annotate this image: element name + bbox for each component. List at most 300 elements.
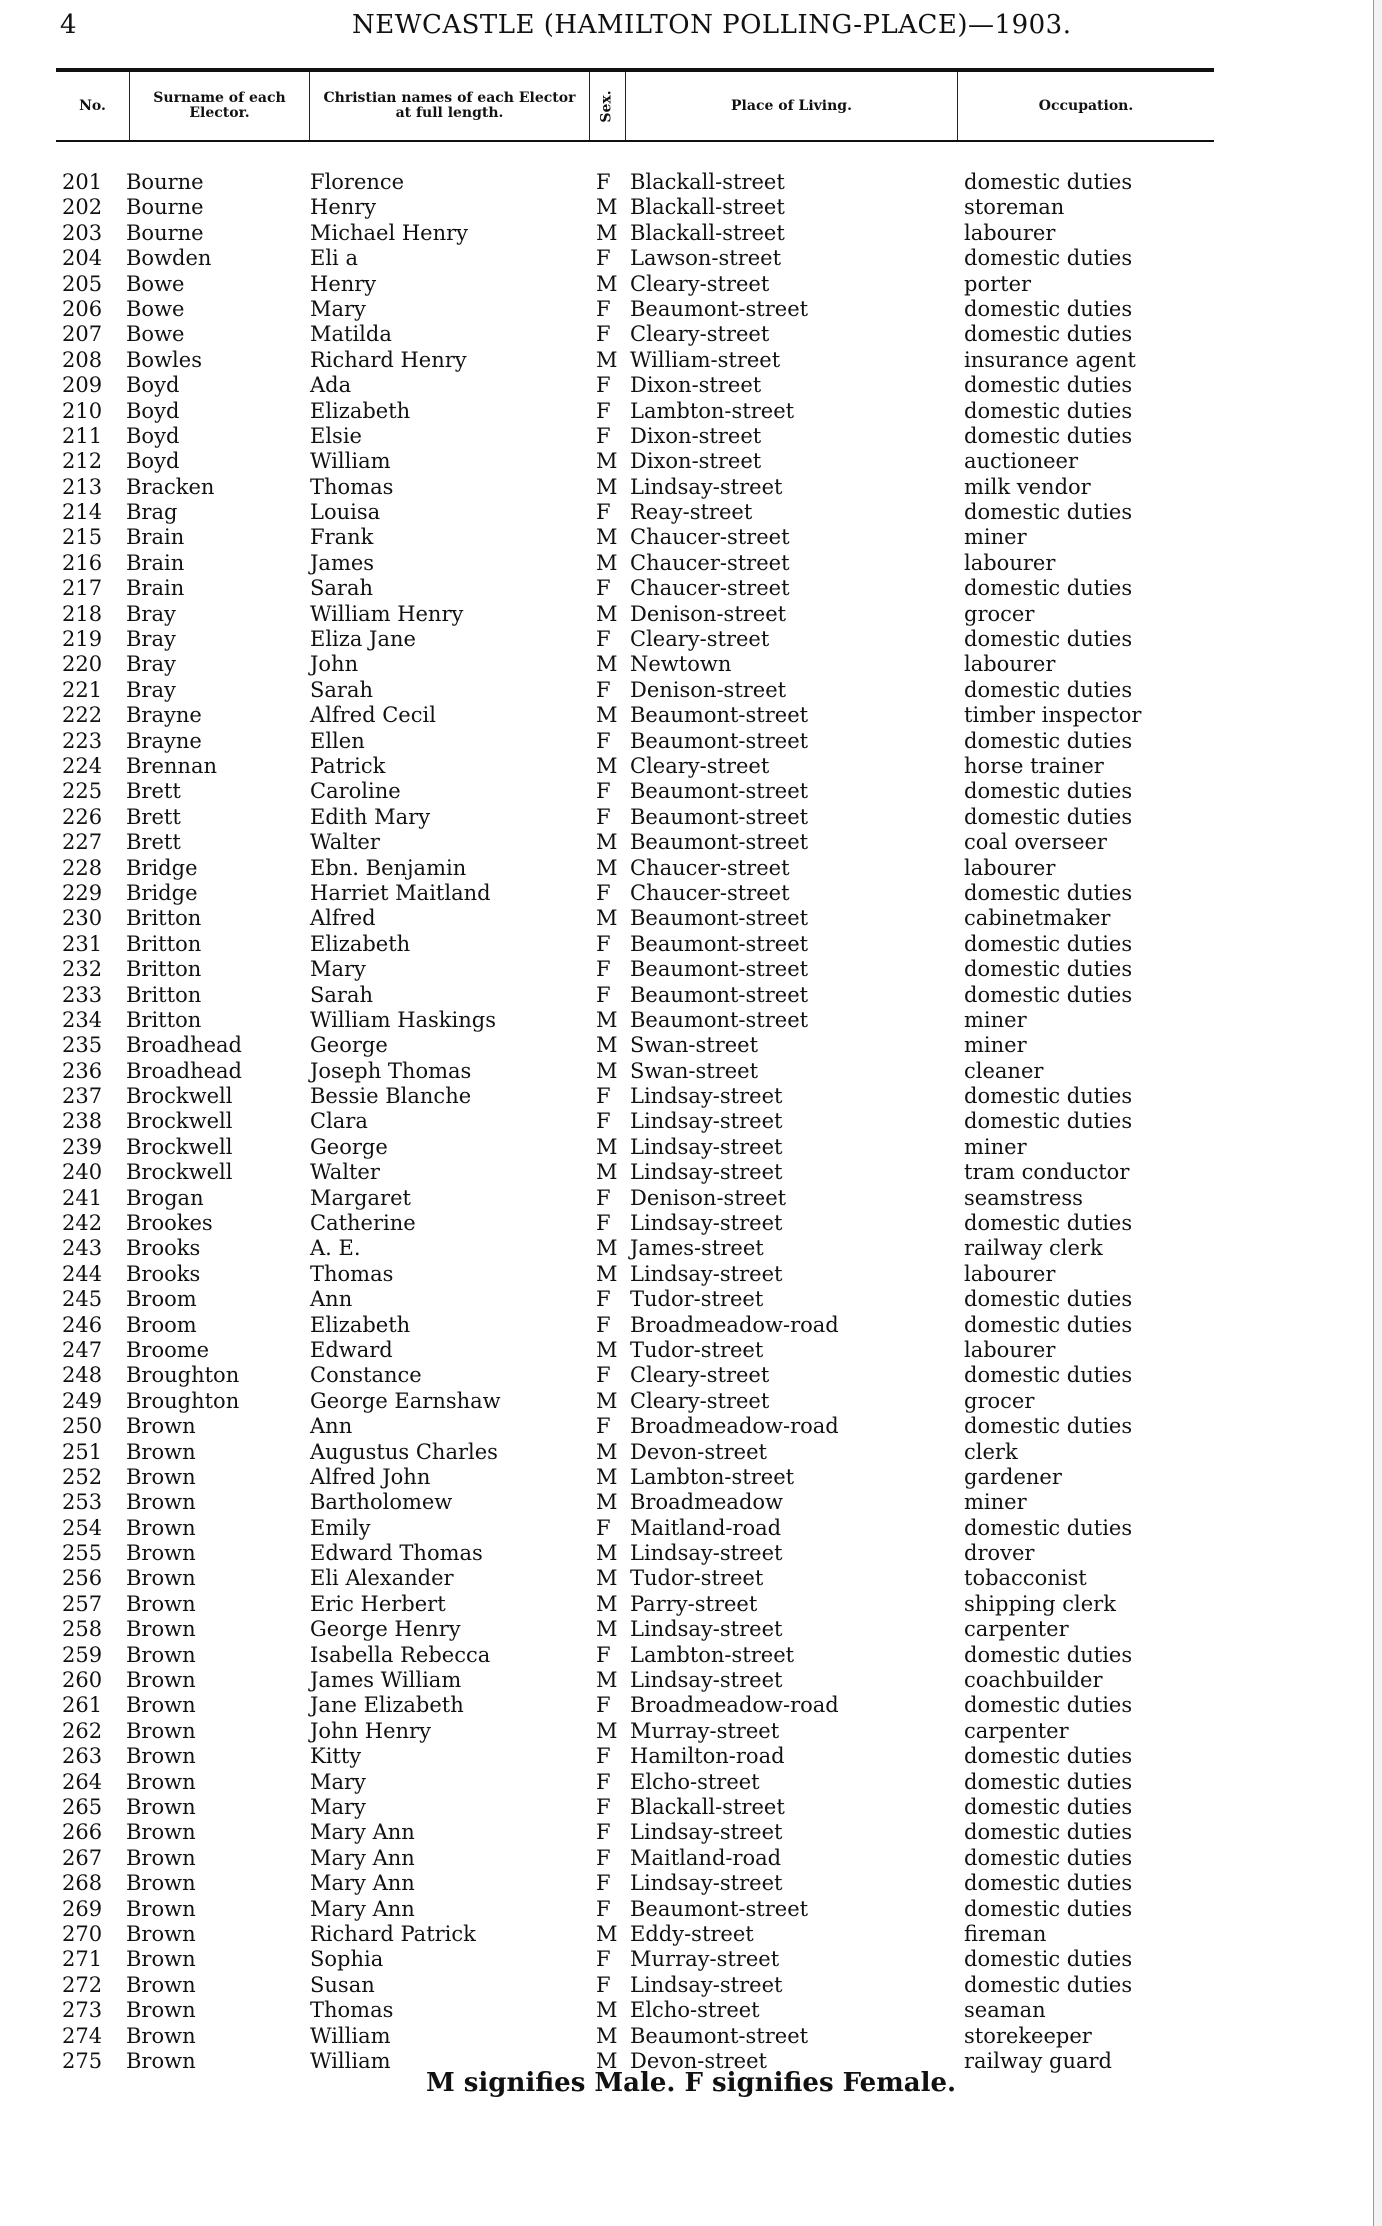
elector-occupation: domestic duties [964, 728, 1133, 753]
table-row [0, 1516, 1382, 1541]
elector-surname: Brown [126, 1515, 196, 1540]
table-row [0, 1947, 1382, 1972]
elector-surname: Bourne [126, 170, 204, 194]
elector-christian-names: Augustus Charles [310, 1439, 498, 1464]
elector-occupation: domestic duties [964, 1845, 1133, 1870]
table-row [0, 1973, 1382, 1998]
elector-place-of-living: Lindsay-street [630, 1820, 783, 1845]
table-row [0, 272, 1382, 297]
elector-surname: Brown [126, 1871, 196, 1896]
elector-surname: Boyd [126, 449, 180, 474]
elector-sex: F [596, 423, 611, 448]
elector-place-of-living: William-street [630, 347, 781, 372]
elector-place-of-living: Beaumont-street [630, 931, 809, 956]
table-row [0, 1033, 1382, 1058]
elector-occupation: carpenter [964, 1718, 1069, 1743]
elector-number: 237 [62, 1084, 103, 1109]
elector-sex: M [596, 601, 618, 626]
elector-number: 256 [62, 1566, 103, 1591]
elector-sex: M [596, 1236, 618, 1261]
elector-christian-names: William Haskings [310, 1007, 496, 1032]
elector-sex: F [596, 1947, 611, 1972]
elector-place-of-living: Chaucer-street [630, 880, 790, 905]
elector-christian-names: William [310, 2023, 391, 2048]
elector-occupation: domestic duties [964, 1414, 1133, 1439]
elector-number: 223 [62, 728, 103, 753]
elector-number: 273 [62, 1998, 103, 2023]
elector-christian-names: Mary Ann [310, 1896, 415, 1921]
elector-surname: Brayne [126, 703, 202, 728]
table-row [0, 779, 1382, 804]
elector-occupation: domestic duties [964, 1947, 1133, 1972]
elector-occupation: domestic duties [964, 398, 1133, 423]
elector-occupation: auctioneer [964, 449, 1079, 474]
elector-occupation: horse trainer [964, 753, 1104, 778]
elector-place-of-living: Beaumont-street [630, 296, 809, 321]
elector-sex: M [596, 1998, 618, 2023]
elector-place-of-living: Hamilton-road [630, 1744, 785, 1769]
table-row [0, 525, 1382, 550]
elector-sex: F [596, 1515, 611, 1540]
elector-occupation: domestic duties [964, 1896, 1133, 1921]
elector-place-of-living: Tudor-street [630, 1337, 764, 1362]
elector-place-of-living: Dixon-street [630, 423, 762, 448]
elector-christian-names: William [310, 449, 391, 474]
elector-number: 253 [62, 1490, 103, 1515]
elector-christian-names: Harriet Maitland [310, 880, 491, 905]
elector-christian-names: Alfred [310, 906, 376, 931]
elector-number: 207 [62, 322, 103, 347]
table-row [0, 1871, 1382, 1896]
table-row [0, 500, 1382, 525]
table-row [0, 1236, 1382, 1261]
elector-number: 229 [62, 880, 103, 905]
elector-place-of-living: Dixon-street [630, 373, 762, 398]
elector-occupation: porter [964, 271, 1032, 296]
table-row [0, 1160, 1382, 1185]
elector-number: 240 [62, 1160, 103, 1185]
elector-place-of-living: Murray-street [630, 1718, 780, 1743]
elector-christian-names: Mary Ann [310, 1871, 415, 1896]
elector-sex: F [596, 500, 611, 525]
elector-occupation: miner [964, 525, 1027, 550]
elector-occupation: tobacconist [964, 1566, 1087, 1591]
elector-sex: F [596, 1820, 611, 1845]
elector-christian-names: George [310, 1134, 388, 1159]
elector-surname: Bracken [126, 474, 215, 499]
elector-place-of-living: Beaumont-street [630, 1896, 809, 1921]
elector-occupation: labourer [964, 652, 1056, 677]
elector-place-of-living: Newtown [630, 652, 732, 677]
table-row [0, 1617, 1382, 1642]
elector-christian-names: Ann [310, 1287, 353, 1312]
page-edge [1373, 0, 1382, 2226]
elector-occupation: miner [964, 1134, 1027, 1159]
elector-surname: Brain [126, 576, 185, 601]
elector-christian-names: Ebn. Benjamin [310, 855, 467, 880]
elector-christian-names: James William [310, 1668, 462, 1693]
elector-place-of-living: Beaumont-street [630, 830, 809, 855]
elector-sex: F [596, 779, 611, 804]
table-row [0, 1668, 1382, 1693]
elector-number: 218 [62, 601, 103, 626]
elector-number: 214 [62, 500, 103, 525]
elector-number: 219 [62, 627, 103, 652]
elector-surname: Bowe [126, 271, 185, 296]
table-row [0, 2024, 1382, 2049]
elector-christian-names: Edward Thomas [310, 1541, 483, 1566]
table-row [0, 1541, 1382, 1566]
elector-sex: F [596, 322, 611, 347]
elector-sex: F [596, 1211, 611, 1236]
elector-place-of-living: Denison-street [630, 1185, 787, 1210]
elector-place-of-living: Beaumont-street [630, 957, 809, 982]
elector-number: 226 [62, 804, 103, 829]
elector-christian-names: Matilda [310, 322, 392, 347]
table-row [0, 551, 1382, 576]
elector-place-of-living: Elcho-street [630, 1769, 760, 1794]
elector-sex: F [596, 576, 611, 601]
elector-number: 217 [62, 576, 103, 601]
elector-christian-names: Richard Patrick [310, 1921, 476, 1946]
elector-surname: Brockwell [126, 1134, 233, 1159]
elector-number: 243 [62, 1236, 103, 1261]
elector-occupation: shipping clerk [964, 1591, 1116, 1616]
elector-occupation: domestic duties [964, 957, 1133, 982]
elector-occupation: domestic duties [964, 1109, 1133, 1134]
elector-occupation: labourer [964, 1337, 1056, 1362]
elector-christian-names: Elizabeth [310, 1312, 411, 1337]
elector-number: 208 [62, 347, 103, 372]
table-row [0, 906, 1382, 931]
elector-place-of-living: Beaumont-street [630, 1007, 809, 1032]
table-row [0, 1313, 1382, 1338]
elector-sex: F [596, 982, 611, 1007]
elector-occupation: seamstress [964, 1185, 1083, 1210]
elector-surname: Broadhead [126, 1058, 242, 1083]
elector-number: 262 [62, 1718, 103, 1743]
elector-surname: Brown [126, 1795, 196, 1819]
elector-place-of-living: Lindsay-street [630, 1972, 783, 1997]
elector-place-of-living: Tudor-street [630, 1287, 764, 1312]
elector-surname: Bourne [126, 220, 204, 245]
elector-number: 204 [62, 246, 103, 271]
elector-christian-names: Edith Mary [310, 804, 431, 829]
elector-place-of-living: Lindsay-street [630, 1211, 783, 1236]
elector-place-of-living: Reay-street [630, 500, 753, 525]
elector-christian-names: Thomas [310, 1261, 394, 1286]
elector-place-of-living: Lindsay-street [630, 1261, 783, 1286]
table-row [0, 1846, 1382, 1871]
elector-occupation: domestic duties [964, 804, 1133, 829]
elector-number: 269 [62, 1896, 103, 1921]
table-row [0, 1287, 1382, 1312]
elector-number: 257 [62, 1591, 103, 1616]
elector-surname: Brown [126, 1845, 196, 1870]
elector-sex: F [596, 804, 611, 829]
elector-occupation: domestic duties [964, 1693, 1133, 1718]
elector-occupation: domestic duties [964, 322, 1133, 347]
elector-place-of-living: Murray-street [630, 1947, 780, 1972]
table-row [0, 1440, 1382, 1465]
table-row [0, 1414, 1382, 1439]
elector-place-of-living: Cleary-street [630, 627, 770, 652]
elector-surname: Britton [126, 982, 202, 1007]
table-row [0, 627, 1382, 652]
elector-surname: Bridge [126, 880, 198, 905]
elector-surname: Bray [126, 627, 176, 652]
elector-number: 272 [62, 1972, 103, 1997]
elector-surname: Brown [126, 1947, 196, 1972]
table-row [0, 475, 1382, 500]
elector-place-of-living: Beaumont-street [630, 779, 809, 804]
elector-place-of-living: Beaumont-street [630, 728, 809, 753]
elector-place-of-living: Cleary-street [630, 1388, 770, 1413]
table-row [0, 881, 1382, 906]
elector-number: 230 [62, 906, 103, 931]
elector-surname: Bowe [126, 296, 185, 321]
elector-christian-names: Alfred John [310, 1464, 431, 1489]
elector-surname: Broughton [126, 1363, 240, 1388]
elector-sex: M [596, 1464, 618, 1489]
elector-place-of-living: Lindsay-street [630, 1134, 783, 1159]
elector-number: 260 [62, 1668, 103, 1693]
elector-sex: F [596, 728, 611, 753]
table-row [0, 1820, 1382, 1845]
elector-christian-names: Walter [310, 1160, 380, 1185]
elector-place-of-living: Broadmeadow [630, 1490, 783, 1515]
elector-surname: Broome [126, 1337, 210, 1362]
elector-occupation: milk vendor [964, 474, 1091, 499]
page-number: 4 [60, 10, 77, 40]
elector-occupation: clerk [964, 1439, 1018, 1464]
elector-occupation: domestic duties [964, 576, 1133, 601]
elector-place-of-living: Lawson-street [630, 246, 782, 271]
elector-christian-names: Louisa [310, 500, 381, 525]
elector-number: 224 [62, 753, 103, 778]
elector-surname: Brown [126, 1464, 196, 1489]
elector-sex: M [596, 1566, 618, 1591]
elector-christian-names: Mary Ann [310, 1845, 415, 1870]
elector-number: 234 [62, 1007, 103, 1032]
elector-number: 250 [62, 1414, 103, 1439]
elector-surname: Brain [126, 550, 185, 575]
elector-number: 270 [62, 1921, 103, 1946]
elector-place-of-living: Lambton-street [630, 1642, 795, 1667]
elector-number: 254 [62, 1515, 103, 1540]
elector-surname: Bowles [126, 347, 202, 372]
table-row [0, 1490, 1382, 1515]
table-row [0, 1008, 1382, 1033]
elector-sex: M [596, 1439, 618, 1464]
elector-occupation: tram conductor [964, 1160, 1130, 1185]
elector-occupation: railway guard [964, 2048, 1112, 2073]
table-row [0, 1744, 1382, 1769]
elector-number: 211 [62, 423, 103, 448]
elector-sex: M [596, 1033, 618, 1058]
elector-occupation: domestic duties [964, 296, 1133, 321]
table-row [0, 678, 1382, 703]
elector-christian-names: Ann [310, 1414, 353, 1439]
table-row [0, 805, 1382, 830]
elector-christian-names: Alfred Cecil [310, 703, 436, 728]
elector-place-of-living: Denison-street [630, 601, 787, 626]
elector-sex: M [596, 474, 618, 499]
elector-occupation: coachbuilder [964, 1668, 1103, 1693]
elector-occupation: domestic duties [964, 627, 1133, 652]
elector-occupation: storeman [964, 195, 1065, 220]
elector-occupation: domestic duties [964, 1363, 1133, 1388]
elector-christian-names: George Henry [310, 1617, 461, 1642]
elector-surname: Bray [126, 601, 176, 626]
elector-surname: Britton [126, 906, 202, 931]
elector-place-of-living: Swan-street [630, 1058, 759, 1083]
elector-sex: F [596, 398, 611, 423]
elector-occupation: grocer [964, 601, 1035, 626]
elector-place-of-living: Broadmeadow-road [630, 1414, 839, 1439]
elector-occupation: storekeeper [964, 2023, 1092, 2048]
elector-surname: Brown [126, 1718, 196, 1743]
elector-surname: Brown [126, 1693, 196, 1718]
elector-christian-names: Elsie [310, 423, 362, 448]
table-row [0, 703, 1382, 728]
elector-sex: F [596, 1084, 611, 1109]
table-row [0, 399, 1382, 424]
elector-place-of-living: Lindsay-street [630, 1871, 783, 1896]
elector-occupation: grocer [964, 1388, 1035, 1413]
elector-surname: Brown [126, 1541, 196, 1566]
elector-surname: Bowden [126, 246, 212, 271]
elector-sex: F [596, 1693, 611, 1718]
elector-christian-names: Ellen [310, 728, 365, 753]
elector-sex: M [596, 906, 618, 931]
elector-place-of-living: Chaucer-street [630, 576, 790, 601]
elector-christian-names: Mary [310, 1795, 366, 1819]
elector-place-of-living: Dixon-street [630, 449, 762, 474]
header-no: No. [56, 72, 130, 140]
elector-surname: Brown [126, 1642, 196, 1667]
elector-sex: M [596, 347, 618, 372]
table-row [0, 297, 1382, 322]
elector-occupation: carpenter [964, 1617, 1069, 1642]
elector-surname: Brain [126, 525, 185, 550]
elector-number: 241 [62, 1185, 103, 1210]
elector-christian-names: Mary [310, 1769, 366, 1794]
elector-place-of-living: Beaumont-street [630, 982, 809, 1007]
table-row [0, 1262, 1382, 1287]
elector-number: 267 [62, 1845, 103, 1870]
elector-number: 244 [62, 1261, 103, 1286]
elector-sex: M [596, 703, 618, 728]
table-row [0, 449, 1382, 474]
elector-surname: Brookes [126, 1211, 213, 1236]
elector-sex: F [596, 1642, 611, 1667]
elector-number: 205 [62, 271, 103, 296]
elector-occupation: domestic duties [964, 500, 1133, 525]
elector-place-of-living: Broadmeadow-road [630, 1693, 839, 1718]
elector-surname: Brown [126, 1972, 196, 1997]
elector-number: 210 [62, 398, 103, 423]
elector-number: 216 [62, 550, 103, 575]
elector-number: 247 [62, 1337, 103, 1362]
table-header [56, 72, 1214, 140]
elector-place-of-living: Blackall-street [630, 220, 785, 245]
elector-surname: Bowe [126, 322, 185, 347]
elector-sex: M [596, 1490, 618, 1515]
elector-sex: F [596, 1312, 611, 1337]
table-row [0, 1897, 1382, 1922]
table-row [0, 1643, 1382, 1668]
elector-surname: Brockwell [126, 1084, 233, 1109]
elector-occupation: domestic duties [964, 1820, 1133, 1845]
elector-place-of-living: James-street [630, 1236, 764, 1261]
header-surname: Surname of each Elector. [130, 72, 310, 140]
elector-occupation: insurance agent [964, 347, 1136, 372]
elector-surname: Brooks [126, 1236, 201, 1261]
header-place-of-living: Place of Living. [626, 72, 958, 140]
elector-place-of-living: Cleary-street [630, 1363, 770, 1388]
elector-number: 215 [62, 525, 103, 550]
elector-number: 221 [62, 677, 103, 702]
elector-sex: M [596, 855, 618, 880]
elector-surname: Brown [126, 1617, 196, 1642]
elector-number: 265 [62, 1795, 103, 1819]
elector-sex: M [596, 2048, 618, 2073]
elector-sex: M [596, 2023, 618, 2048]
elector-sex: F [596, 296, 611, 321]
elector-surname: Britton [126, 931, 202, 956]
elector-place-of-living: Lindsay-street [630, 1617, 783, 1642]
elector-sex: M [596, 1541, 618, 1566]
elector-sex: F [596, 677, 611, 702]
elector-occupation: railway clerk [964, 1236, 1103, 1261]
elector-number: 220 [62, 652, 103, 677]
elector-christian-names: Thomas [310, 474, 394, 499]
elector-surname: Boyd [126, 398, 180, 423]
elector-number: 202 [62, 195, 103, 220]
table-row [0, 424, 1382, 449]
elector-occupation: domestic duties [964, 1084, 1133, 1109]
elector-occupation: domestic duties [964, 373, 1133, 398]
elector-sex: M [596, 550, 618, 575]
elector-number: 251 [62, 1439, 103, 1464]
table-row [0, 830, 1382, 855]
elector-occupation: domestic duties [964, 1972, 1133, 1997]
elector-occupation: domestic duties [964, 1744, 1133, 1769]
elector-sex: F [596, 931, 611, 956]
elector-sex: M [596, 1160, 618, 1185]
elector-number: 258 [62, 1617, 103, 1642]
elector-place-of-living: Beaumont-street [630, 2023, 809, 2048]
elector-surname: Broom [126, 1287, 197, 1312]
elector-surname: Brown [126, 2023, 196, 2048]
elector-sex: F [596, 1769, 611, 1794]
elector-sex: F [596, 1744, 611, 1769]
table-row [0, 1922, 1382, 1947]
elector-place-of-living: Devon-street [630, 1439, 767, 1464]
elector-surname: Bray [126, 677, 176, 702]
elector-place-of-living: Lindsay-street [630, 1668, 783, 1693]
elector-christian-names: Elizabeth [310, 398, 411, 423]
elector-number: 239 [62, 1134, 103, 1159]
elector-occupation: drover [964, 1541, 1035, 1566]
elector-sex: F [596, 1363, 611, 1388]
elector-sex: M [596, 1388, 618, 1413]
elector-number: 274 [62, 2023, 103, 2048]
elector-place-of-living: Lindsay-street [630, 1541, 783, 1566]
elector-surname: Brockwell [126, 1160, 233, 1185]
table-row [0, 195, 1382, 220]
